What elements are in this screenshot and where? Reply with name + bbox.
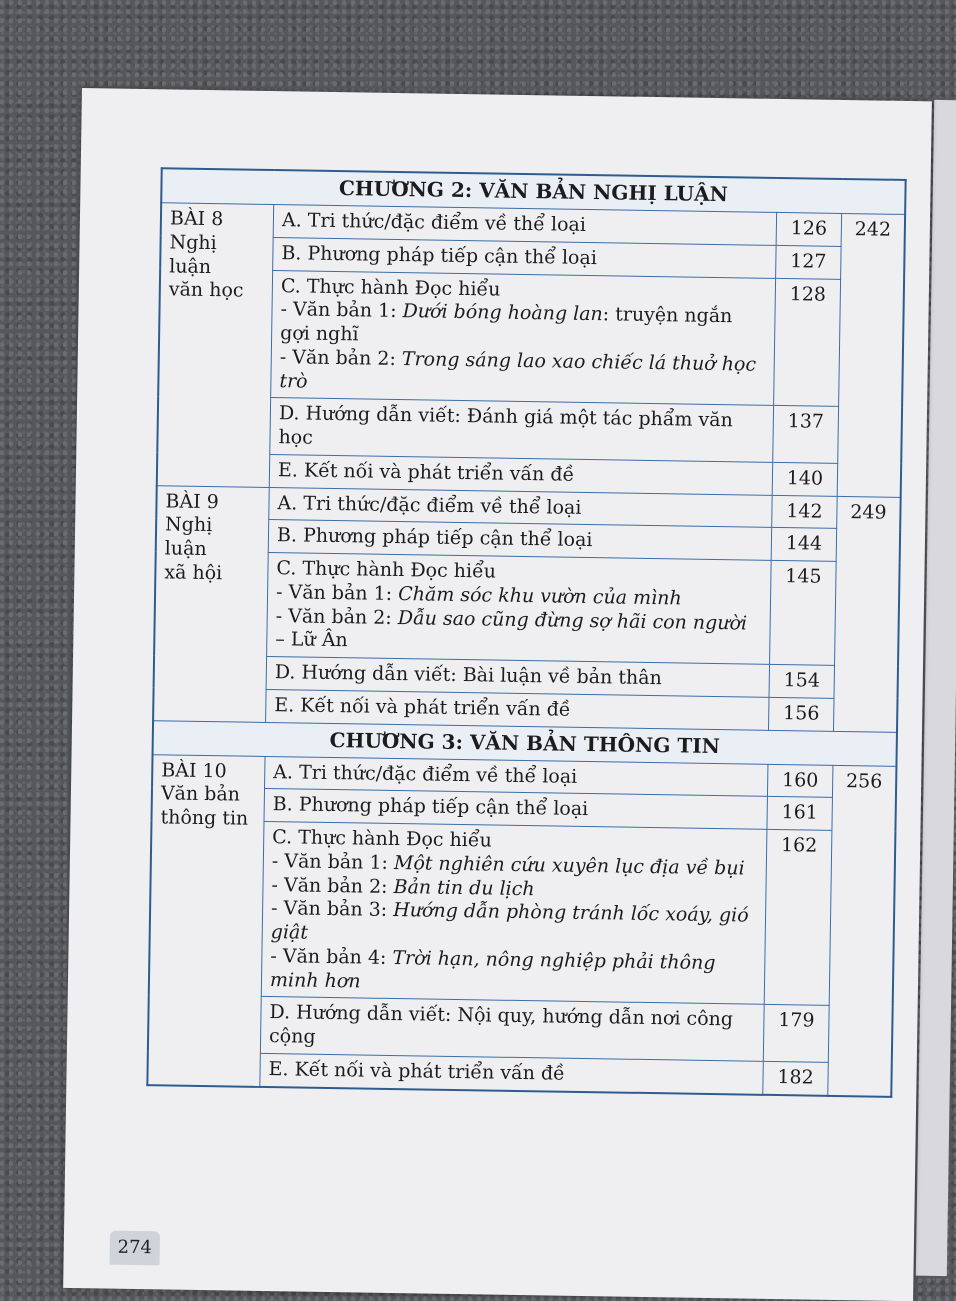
lesson-cell bbox=[147, 754, 265, 1086]
lesson-cell bbox=[157, 203, 274, 487]
section-title: E. Kết nối và phát triển vấn đề bbox=[260, 1053, 763, 1094]
text-item: - Văn bản 1: Chăm sóc khu vườn của mình bbox=[275, 580, 682, 610]
section-reading bbox=[271, 270, 776, 406]
text-item: - Văn bản 2: Dẫu sao cũng đừng sợ hãi con người – Lữ Ân bbox=[275, 604, 748, 652]
text-item: - Văn bản 1: Dưới bóng hoàng lan: truyện ngắn gợi nghĩ bbox=[280, 298, 733, 346]
section-reading bbox=[267, 552, 772, 664]
lesson-topic: Nghị luận bbox=[164, 513, 213, 561]
text-item: - Văn bản 2: Trong sáng lao xao chiếc lá thuở học trò bbox=[279, 345, 757, 393]
section-page: 127 bbox=[776, 245, 842, 279]
section-page: 162 bbox=[764, 829, 832, 1005]
lesson-name: BÀI 8 bbox=[169, 207, 224, 231]
section-title: A. Tri thức/đặc điểm về thể loại bbox=[269, 487, 772, 528]
section-page: 128 bbox=[774, 278, 841, 407]
section-title: C. Thực hành Đọc hiểu bbox=[280, 274, 501, 301]
section-reading bbox=[261, 821, 767, 1004]
section-page: 179 bbox=[763, 1005, 829, 1063]
section-title: E. Kết nối và phát triển vấn đề bbox=[266, 689, 769, 730]
section-title: C. Thực hành Đọc hiểu bbox=[276, 557, 497, 583]
lesson-end-page: 242 bbox=[837, 213, 905, 496]
section-title: D. Hướng dẫn viết: Nội quy, hướng dẫn nơi công cộng bbox=[260, 997, 764, 1061]
section-title: D. Hướng dẫn viết: Bài luận về bản thân bbox=[266, 656, 769, 697]
lesson-topic: xã hội bbox=[164, 561, 223, 585]
book-page bbox=[63, 88, 932, 1301]
lesson-end-page: 249 bbox=[833, 496, 900, 732]
section-page: 142 bbox=[772, 495, 838, 529]
lesson-end-page: 256 bbox=[828, 765, 897, 1096]
lesson-name: BÀI 10 bbox=[161, 758, 227, 782]
lesson-topic: văn học bbox=[168, 278, 244, 302]
text-item: - Văn bản 4: Trời hạn, nông nghiệp phải thông minh hơn bbox=[269, 944, 716, 992]
chapter-title: CHƯƠNG 3: VĂN BẢN THÔNG TIN bbox=[153, 720, 897, 766]
section-title: B. Phương pháp tiếp cận thể loại bbox=[273, 237, 776, 278]
section-page: 154 bbox=[769, 664, 835, 698]
lesson-topic: Văn bản bbox=[160, 782, 241, 806]
section-page: 140 bbox=[772, 462, 838, 496]
section-page: 137 bbox=[773, 406, 839, 464]
lesson-name: BÀI 9 bbox=[165, 489, 220, 513]
section-page: 144 bbox=[771, 528, 837, 562]
section-title: E. Kết nối và phát triển vấn đề bbox=[269, 454, 772, 495]
section-title: A. Tri thức/đặc điểm về thể loại bbox=[273, 205, 776, 246]
text-item: - Văn bản 3: Hướng dẫn phòng tránh lốc xoáy, gió giật bbox=[270, 897, 749, 944]
section-page: 126 bbox=[776, 212, 842, 246]
lesson-topic: thông tin bbox=[160, 806, 249, 830]
section-page: 145 bbox=[770, 560, 837, 665]
section-page: 160 bbox=[767, 764, 833, 798]
section-title: B. Phương pháp tiếp cận thể loại bbox=[264, 789, 767, 830]
section-title: C. Thực hành Đọc hiểu bbox=[272, 826, 492, 852]
section-page: 161 bbox=[767, 797, 833, 831]
lesson-cell bbox=[153, 485, 269, 722]
page-number: 274 bbox=[110, 1231, 161, 1266]
section-title: A. Tri thức/đặc điểm về thể loại bbox=[265, 756, 768, 797]
section-page: 156 bbox=[769, 697, 835, 731]
text-item: - Văn bản 2: Bản tin du lịch bbox=[271, 873, 535, 900]
chapter-title: CHƯƠNG 2: VĂN BẢN NGHỊ LUẬN bbox=[161, 168, 905, 214]
section-title: D. Hướng dẫn viết: Đánh giá một tác phẩm văn học bbox=[270, 398, 774, 462]
section-page: 182 bbox=[763, 1061, 829, 1095]
lesson-topic: Nghị luận bbox=[169, 231, 217, 278]
section-title: B. Phương pháp tiếp cận thể loại bbox=[268, 520, 771, 561]
table-of-contents bbox=[146, 167, 906, 1097]
text-item: - Văn bản 1: Một nghiên cứu xuyên lục địa về bụi bbox=[271, 849, 745, 880]
